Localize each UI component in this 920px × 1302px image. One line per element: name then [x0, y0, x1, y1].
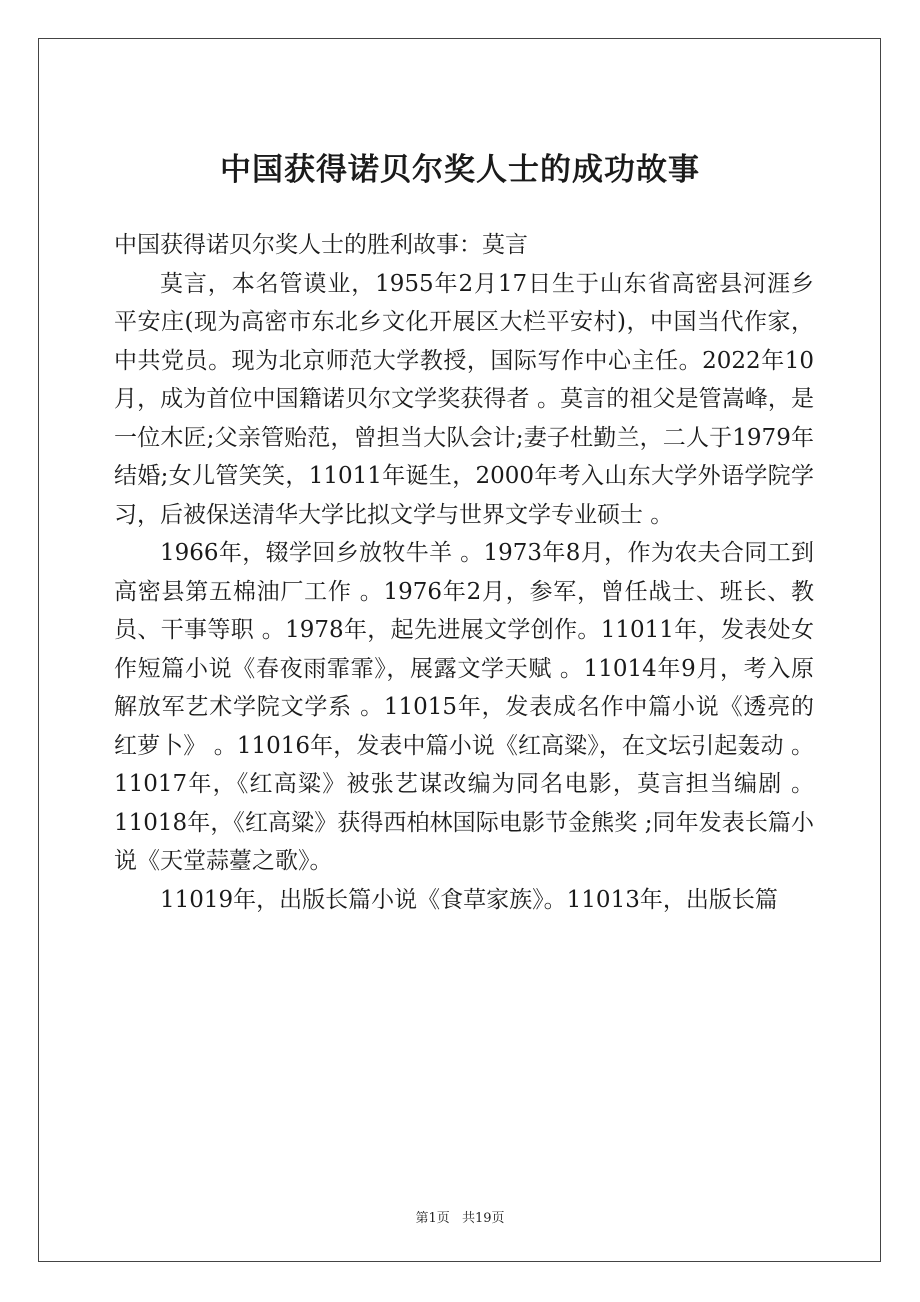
page-footer	[0, 1207, 920, 1226]
paragraph-biography: 莫言，本名管谟业，1955年2月17日生于山东省高密县河涯乡平安庄(现为高密市东北乡文化开展区大栏平安村)，中国当代作家，中共党员。现为北京师范大学教授，国际写作中心主任。2022年10月，成为首位中国籍诺贝尔文学奖获得者 。莫言的祖父是管嵩峰，是一位木匠;父亲管贻范，曾担当大队会计;妻子杜勤兰，二人于1979年结婚;女儿管笑笑，11011年诞生，2000年考入山东大学外语学院学习，后被保送清华大学比拟文学与世界文学专业硕士 。	[114, 270, 814, 528]
page-total: 共19页	[461, 1211, 505, 1226]
page-number: 第1页	[415, 1211, 450, 1226]
document-subtitle: 中国获得诺贝尔奖人士的胜利故事：莫言	[114, 232, 528, 258]
paragraph-works: 11019年，出版长篇小说《食草家族》。11013年，出版长篇	[160, 886, 778, 913]
paragraph-career: 1966年，辍学回乡放牧牛羊 。1973年8月，作为农夫合同工到高密县第五棉油厂工作 。1976年2月，参军，曾任战士、班长、教员、干事等职 。1978年，起先进展文学创作。11011年，发表处女作短篇小说《春夜雨霏霏》，展露文学天赋 。11014年9月，考入原解放军艺术学院文学系 。11015年，发表成名作中篇小说《透亮的红萝卜》 。11016年，发表中篇小说《红高粱》，在文坛引起轰动 。11017年，《红高粱》被张艺谋改编为同名电影，莫言担当编剧 。11018年，《红高粱》获得西柏林国际电影节金熊奖 ;同年发表长篇小说《天堂蒜薹之歌》。	[114, 540, 814, 874]
document-body	[114, 226, 814, 919]
document-title: 中国获得诺贝尔奖人士的成功故事	[220, 152, 700, 188]
